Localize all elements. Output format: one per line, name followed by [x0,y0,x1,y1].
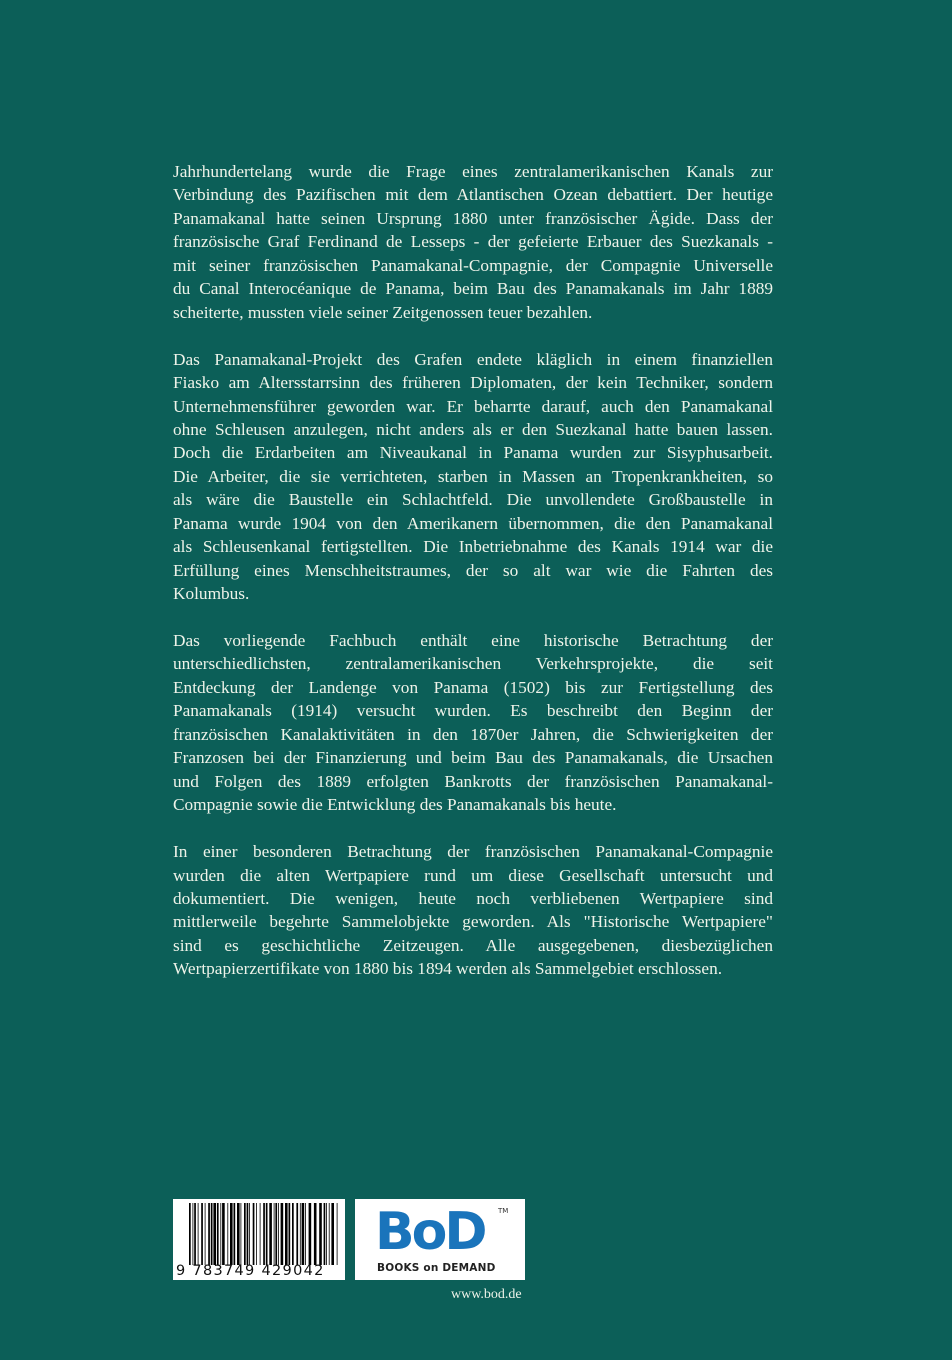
barcode-bar [211,1203,213,1265]
text-line: Panama wurde 1904 von den Amerikanern übernommen, die den Panamakanal [173,513,773,533]
barcode-bar [285,1203,288,1265]
text-line: Die Arbeiter, die sie verrichteten, starben in Massen an Tropenkrankheiten, so [173,466,773,486]
barcode-bar [260,1203,261,1265]
barcode-bar [189,1203,191,1265]
text-line: als wäre die Baustelle ein Schlachtfeld. Die unvollendete Großbaustelle in [173,490,773,510]
barcode-bar [222,1203,225,1265]
text-line: und Folgen des 1889 erfolgten Bankrotts der französischen Panamakanal- [173,771,773,791]
barcode-bar [253,1203,255,1265]
barcode-bar [269,1203,272,1265]
barcode-bar [319,1203,322,1265]
text-line: Compagnie sowie die Entwicklung des Panamakanals bis heute. [173,795,617,815]
paragraph [173,160,773,324]
barcode-bar [198,1203,199,1265]
barcode-bar [329,1203,330,1265]
barcode-bar [241,1203,242,1265]
text-line: Wertpapierzertifikate von 1880 bis 1894 werden als Sammelgebiet erschlossen. [173,959,723,979]
barcode-bar [256,1203,257,1265]
text-line: Franzosen bei der Finanzierung und beim Bau des Panamakanals, die Ursachen [173,748,773,768]
text-line: wurden die alten Wertpapiere rund um diese Gesellschaft untersucht und [173,865,773,885]
text-line: mittlerweile begehrte Sammelobjekte geworden. Als "Historische Wertpapiere" [173,912,773,932]
text-line: scheiterte, mussten viele seiner Zeitgenossen teuer bezahlen. [173,302,593,322]
barcode-bar [326,1203,327,1265]
barcode-bar [247,1203,249,1265]
publisher-logo [355,1199,525,1280]
barcode-bar [205,1203,206,1265]
barcode-bar [296,1203,298,1265]
barcode-bar [263,1203,265,1265]
barcode-bar [331,1203,334,1265]
barcode-bar [249,1203,250,1265]
barcode-bar [217,1203,219,1265]
barcode-bars [189,1203,339,1265]
barcode-bar [237,1203,240,1265]
barcode-bar [337,1203,338,1265]
text-line: französischen Kanalaktivitäten in den 1870er Jahren, die Schwierigkeiten der [173,724,773,744]
text-line: Erfüllung eines Menschheitstraumes, der so alt war wie die Fahrten des [173,560,773,580]
barcode-bar [292,1203,294,1265]
barcode-bar [201,1203,203,1265]
paragraph [173,629,773,817]
barcode-bar [289,1203,291,1265]
paragraph [173,348,773,606]
text-line: dokumentiert. Die wenigen, heute noch verbliebenen Wertpapiere sind [173,889,773,908]
barcode-bar [300,1203,301,1265]
text-line: Verbindung des Pazifischen mit dem Atlantischen Ozean debattiert. Der heutige [173,185,773,205]
isbn-number: 9 783749 429042 [176,1263,325,1279]
text-line: Panamakanal hatte seinen Ursprung 1880 unter französischer Ägide. Dass der [173,208,773,228]
text-line: unterschiedlichsten, zentralamerikanischen Verkehrsprojekte, die seit [173,654,773,674]
text-line: Unternehmensführer geworden war. Er beharrte darauf, auch den Panamakanal [173,396,773,416]
barcode-bar [302,1203,305,1265]
text-line: Panamakanals (1914) versucht wurden. Es beschreibt den Beginn der [173,701,773,721]
blurb-text [173,160,773,1004]
text-line: Das vorliegende Fachbuch enthält eine historische Betrachtung der [173,631,773,651]
barcode-bar [278,1203,279,1265]
barcode-bar [275,1203,277,1265]
text-line: In einer besonderen Betrachtung der französischen Panamakanal-Compagnie [173,842,773,862]
barcode-bar [227,1203,228,1265]
text-line: französische Graf Ferdinand de Lesseps - der gefeierte Erbauer des Suezkanals - [173,232,773,252]
text-line: Das Panamakanal-Projekt des Grafen endete kläglich in einem finanziellen [173,349,773,369]
barcode-bar [324,1203,326,1265]
barcode-bar [314,1203,317,1265]
barcode-bar [230,1203,233,1265]
barcode-bar [193,1203,194,1265]
barcode-bar [234,1203,236,1265]
publisher-subtitle: BOOKS on DEMAND [377,1262,496,1274]
text-line: Fiasko am Altersstarrsinn des früheren Diplomaten, der kein Techniker, sondern [173,373,773,393]
barcode-bar [281,1203,284,1265]
barcode-bar [244,1203,246,1265]
text-line: Entdeckung der Landenge von Panama (1502) bis zur Fertigstellung des [173,677,773,697]
text-line: du Canal Interocéanique de Panama, beim Bau des Panamakanals im Jahr 1889 [173,279,773,299]
trademark-mark: TM [498,1207,509,1215]
text-line: Kolumbus. [173,584,250,604]
paragraph [173,840,773,981]
publisher-url: www.bod.de [451,1287,522,1302]
barcode-bar [220,1203,221,1265]
bod-logo-text: BoD [375,1202,485,1262]
barcode-bar [266,1203,268,1265]
text-line: als Schleusenkanal fertigstellten. Die Inbetriebnahme des Kanals 1914 war die [173,537,773,557]
text-line: ohne Schleusen anzulegen, nicht anders als er den Suezkanal hatte bauen lassen. [173,419,773,439]
text-line: sind es geschichtliche Zeitzeugen. Alle ausgegebenen, diesbezüglichen [173,935,773,955]
text-line: Doch die Erdarbeiten am Niveaukanal in Panama wurden zur Sisyphusarbeit. [173,443,773,463]
barcode-bar [213,1203,216,1265]
text-line: Jahrhundertelang wurde die Frage eines zentralamerikanischen Kanals zur [173,162,773,181]
barcode-bar [194,1203,196,1265]
barcode-bar [309,1203,312,1265]
barcode-bar [305,1203,306,1265]
barcode-bar [274,1203,275,1265]
isbn-barcode [173,1199,345,1280]
text-line: mit seiner französischen Panamakanal-Compagnie, der Compagnie Universelle [173,255,773,275]
barcode-bar [208,1203,210,1265]
